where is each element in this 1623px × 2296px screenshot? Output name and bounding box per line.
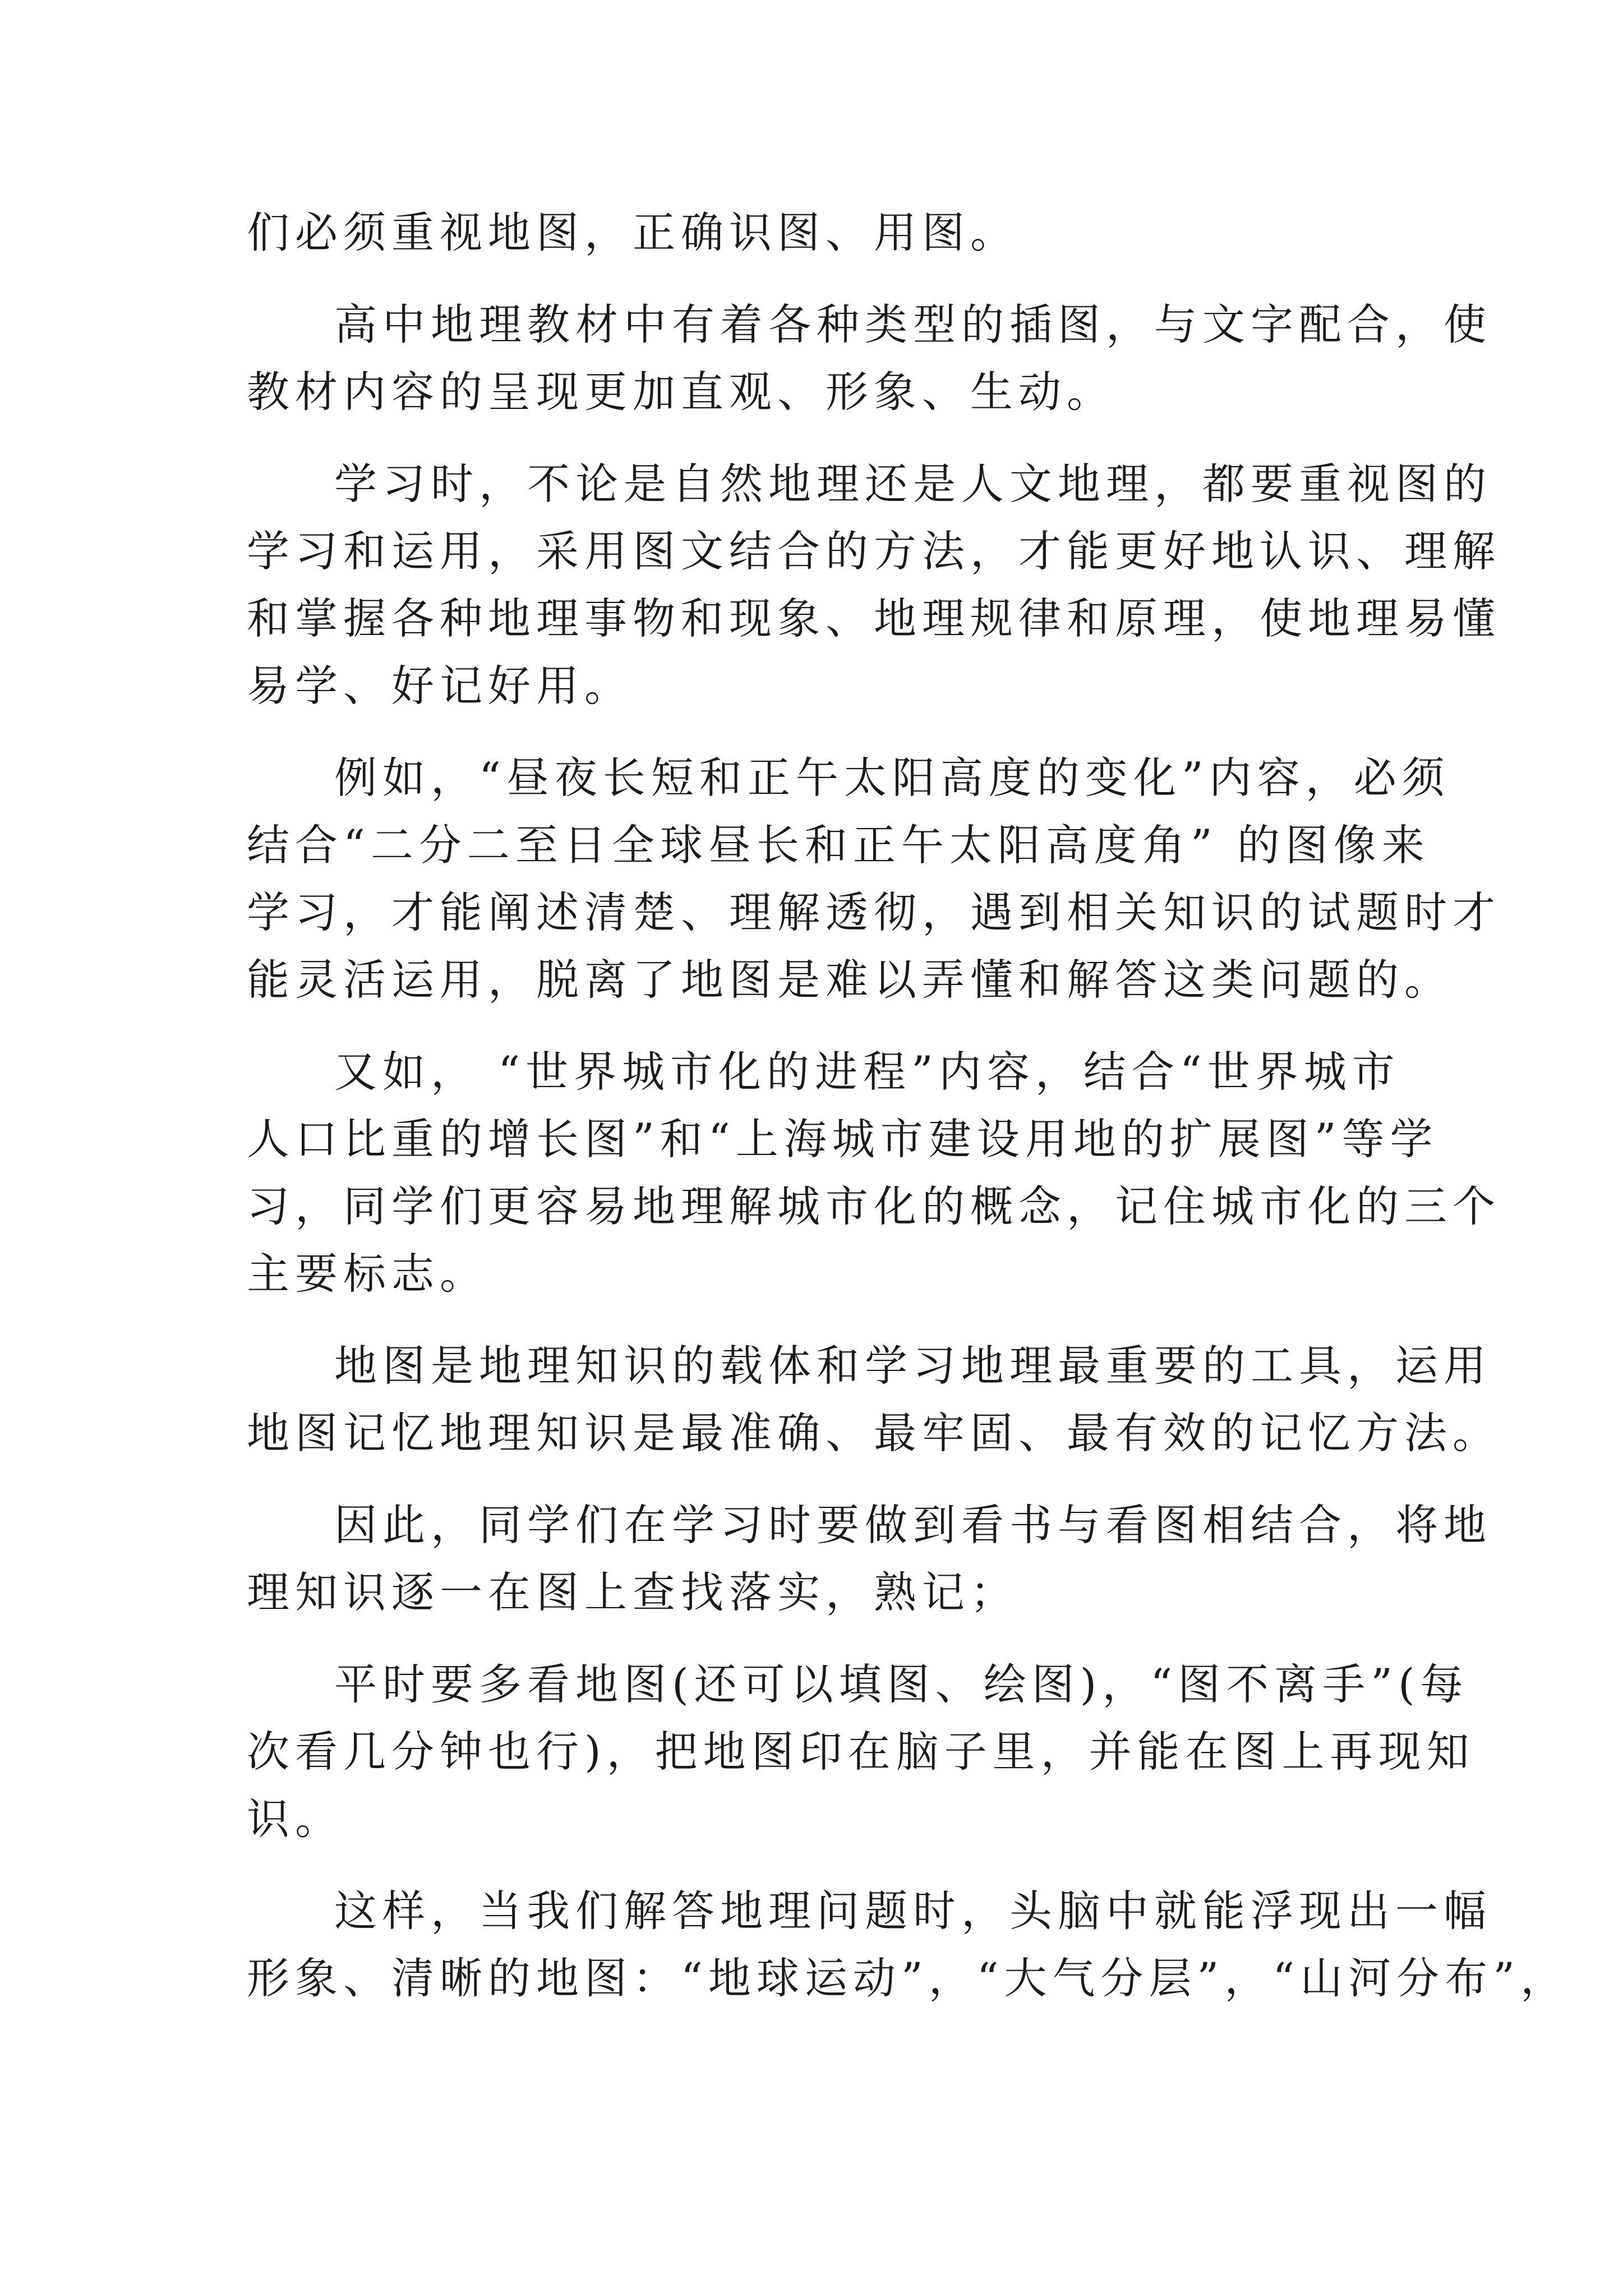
text-line: 理知识逐一在图上查找落实，熟记；	[247, 1567, 1018, 1617]
text-line: 主要标志。	[247, 1249, 488, 1299]
paragraph	[247, 1332, 1501, 1467]
text-line: 能灵活运用，脱离了地图是难以弄懂和解答这类问题的。	[247, 955, 1453, 1005]
paragraph	[247, 199, 1391, 266]
paragraph	[247, 291, 1492, 426]
text-line: 高中地理教材中有着各种类型的插图，与文字配合，使	[334, 300, 1492, 349]
text-line: 习，同学们更容易地理解城市化的概念，记住城市化的三个	[247, 1181, 1501, 1231]
text-line: 人口比重的增长图”和“上海城市建设用地的扩展图”等学	[247, 1114, 1438, 1164]
paragraph	[247, 1878, 1569, 2012]
text-line: 结合“二分二至日全球昼长和正午太阳高度角” 的图像来	[247, 820, 1430, 870]
paragraph	[247, 450, 1501, 720]
text-line: 易学、好记好用。	[247, 661, 633, 711]
document-body	[247, 199, 1569, 2037]
text-line: 学习，才能阐述清楚、理解透彻，遇到相关知识的试题时才	[247, 887, 1501, 937]
text-line: 地图记忆地理知识是最准确、最牢固、最有效的记忆方法。	[247, 1408, 1501, 1458]
paragraph	[247, 1038, 1501, 1308]
text-line: 们必须重视地图，正确识图、用图。	[247, 208, 1018, 257]
text-line: 次看几分钟也行)，把地图印在脑子里，并能在图上再现知	[247, 1727, 1475, 1777]
text-line: 平时要多看地图(还可以填图、绘图)，“图不离手”(每	[334, 1659, 1469, 1709]
paragraph	[247, 1492, 1492, 1626]
paragraph	[247, 1651, 1475, 1853]
text-line: 又如， “世界城市化的进程”内容，结合“世界城市	[334, 1047, 1400, 1097]
text-line: 地图是地理知识的载体和学习地理最重要的工具，运用	[334, 1341, 1492, 1391]
text-line: 学习和运用，采用图文结合的方法，才能更好地认识、理解	[247, 526, 1501, 576]
text-line: 形象、清晰的地图：“地球运动”，“大气分层”，“山河分布”，	[247, 1953, 1569, 2003]
text-line: 学习时，不论是自然地理还是人文地理，都要重视图的	[334, 459, 1492, 509]
text-line: 识。	[247, 1794, 343, 1844]
text-line: 因此，同学们在学习时要做到看书与看图相结合，将地	[334, 1500, 1492, 1550]
text-line: 和掌握各种地理事物和现象、地理规律和原理，使地理易懂	[247, 593, 1501, 643]
text-line: 教材内容的呈现更加直观、形象、生动。	[247, 367, 1115, 417]
text-line: 这样，当我们解答地理问题时，头脑中就能浮现出一幅	[334, 1886, 1492, 1936]
paragraph	[247, 744, 1501, 1014]
text-line: 例如，“昼夜长短和正午太阳高度的变化”内容，必须	[334, 753, 1450, 803]
